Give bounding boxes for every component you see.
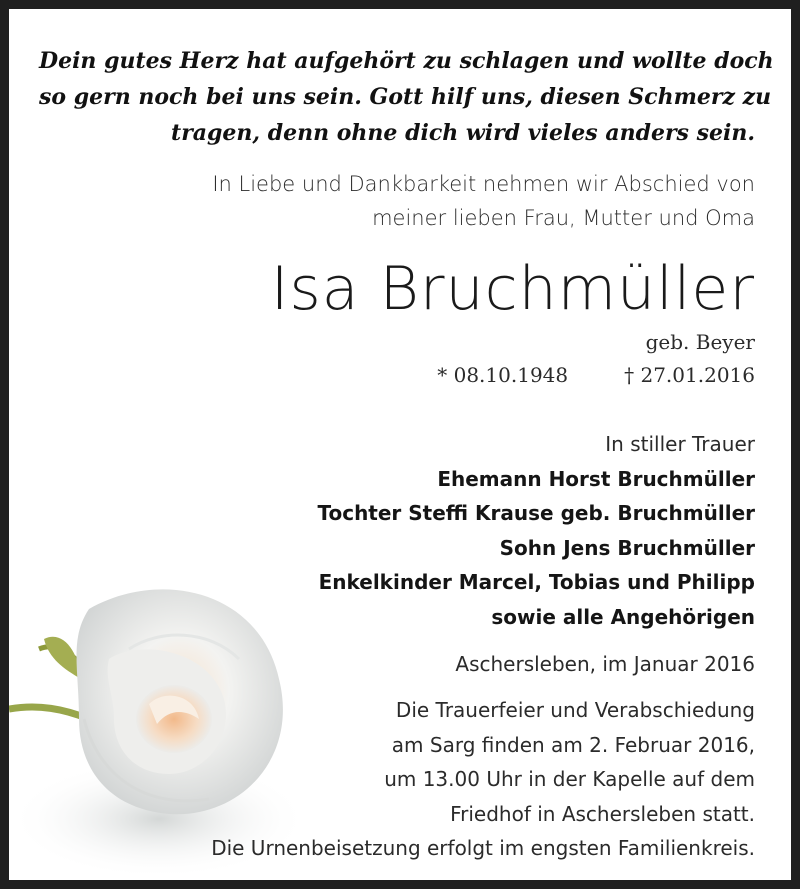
ceremony-line: um 13.00 Uhr in der Kapelle auf dem (384, 767, 755, 792)
verse-line: so gern noch bei uns sein. Gott hilf uns, diesen Schmerz zu (39, 84, 772, 110)
death-date: † 27.01.2016 (624, 363, 755, 387)
ceremony-line: am Sarg finden am 2. Februar 2016, (391, 732, 755, 757)
mourner-name: Sohn Jens Bruchmüller (499, 535, 755, 560)
intro-line: meiner lieben Frau, Mutter und Oma (372, 206, 755, 230)
deceased-name: Isa Bruchmüller (270, 254, 755, 324)
mourners-list (317, 427, 755, 634)
maiden-name: geb. Beyer (645, 330, 755, 354)
mourner-name: sowie alle Angehörigen (491, 604, 755, 629)
ceremony-info (211, 693, 755, 866)
life-dates (437, 359, 755, 391)
verse-line: tragen, denn ohne dich wird vieles anders sein. (171, 120, 755, 146)
ceremony-line: Friedhof in Aschersleben statt. (450, 801, 755, 826)
place-date: Aschersleben, im Januar 2016 (455, 652, 755, 676)
intro-text (212, 167, 755, 235)
mourner-name: Tochter Steffi Krause geb. Bruchmüller (317, 501, 755, 525)
mourners-heading: In stiller Trauer (605, 432, 755, 456)
ceremony-line: Die Trauerfeier und Verabschiedung (395, 698, 755, 722)
birth-date: * 08.10.1948 (437, 363, 569, 387)
verse (39, 43, 774, 151)
ceremony-line: Die Urnenbeisetzung erfolgt im engsten Familienkreis. (211, 836, 755, 861)
verse-line: Dein gutes Herz hat aufgehört zu schlagen und wollte doch (39, 48, 774, 74)
mourner-name: Enkelkinder Marcel, Tobias und Philipp (318, 570, 755, 594)
intro-line: In Liebe und Dankbarkeit nehmen wir Abschied von (212, 172, 755, 196)
mourner-name: Ehemann Horst Bruchmüller (437, 466, 755, 491)
